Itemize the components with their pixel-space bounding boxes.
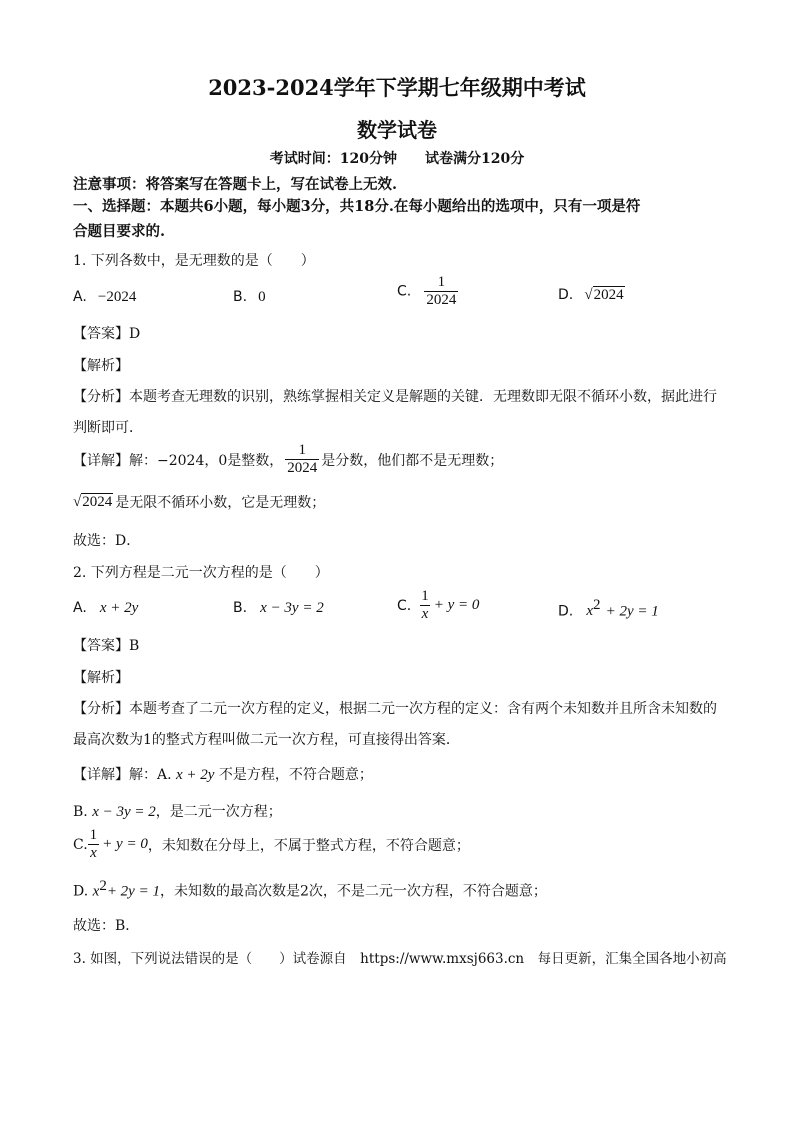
q1-detail-line2: [73, 492, 325, 512]
q1-option-b-value: 0: [258, 289, 266, 305]
q1-option-d-label: D.: [558, 287, 574, 303]
exam-info: 考试时间：120分钟 试卷满分120分: [269, 151, 525, 167]
q1-detail-radicand: 2024: [82, 494, 113, 510]
exam-subtitle: 数学试卷: [357, 118, 437, 142]
q2-detail-c-math: + y = 0: [102, 836, 148, 852]
q1-option-a-value: −2024: [97, 289, 137, 305]
exam-title: 2023-2024学年下学期七年级期中考试: [208, 75, 586, 100]
q2-option-c-numerator: 1: [421, 588, 429, 604]
q2-option-a-value: x + 2y: [99, 600, 139, 616]
section-heading-line2: 合题目要求的.: [73, 223, 166, 240]
q2-detail-d-base: x: [92, 883, 100, 900]
q2-analysis-head: 【解析】: [73, 670, 129, 686]
q2-detail-a: [73, 764, 373, 784]
q2-option-d: [558, 597, 659, 620]
q1-option-c-label: C.: [397, 283, 412, 300]
q1-option-a-label: A.: [73, 289, 87, 305]
q2-answer: 【答案】B: [73, 638, 140, 654]
q2-detail-a-math: x + 2y: [176, 767, 215, 783]
q2-detail-a-post: 不是方程，不符合题意；: [214, 767, 373, 783]
q1-option-c-numerator: 1: [437, 274, 446, 290]
q2-detail-c-denominator: x: [90, 845, 97, 861]
q1-detail-text-a: 【详解】解：−2024，0是整数，: [73, 452, 284, 469]
q1-stem: 1. 下列各数中，是无理数的是（ ）: [73, 253, 315, 269]
q2-detail-b-pre: B.: [73, 804, 93, 820]
sqrt-sign-icon: √: [73, 494, 82, 510]
q2-option-d-rest: + 2y = 1: [605, 603, 659, 620]
q1-option-d-sqrt: [584, 286, 624, 304]
q2-detail-c: [73, 827, 470, 862]
q1-choose: 故选：D．: [73, 533, 141, 549]
q2-option-b: [233, 597, 324, 617]
q2-detail-b-post: ，是二元一次方程；: [155, 804, 282, 820]
q2-detail-d: [73, 878, 547, 901]
q1-detail-line1: [73, 442, 503, 477]
q1-answer: 【答案】D: [73, 326, 141, 342]
q2-option-d-label: D.: [558, 603, 574, 620]
q2-detail-a-pre: 【详解】解：A.: [73, 767, 177, 783]
q1-detail-numerator: 1: [298, 442, 307, 458]
q2-option-c-rest: + y = 0: [433, 597, 480, 613]
q1-detail-sqrt: [73, 493, 113, 511]
q2-option-c: [397, 588, 479, 623]
q1-option-b-label: B.: [233, 289, 248, 305]
q2-option-a-label: A.: [73, 600, 87, 616]
q1-option-a: [73, 286, 136, 306]
section-heading-line1: 一、选择题：本题共6小题，每小题3分，共18分.在每小题给出的选项中，只有一项是符: [73, 198, 641, 215]
q2-option-b-label: B.: [233, 600, 248, 616]
q2-analysis-line2: 最高次数为1的整式方程叫做二元一次方程，可直接得出答案．: [73, 732, 460, 748]
q2-detail-b: [73, 801, 282, 821]
q2-analysis-line1: 【分析】本题考查了二元一次方程的定义，根据二元一次方程的定义：含有两个未知数并且所含未知数的: [73, 701, 717, 717]
q1-detail-denominator: 2024: [287, 460, 318, 476]
q1-detail-fraction: [285, 442, 319, 477]
q1-option-c-denominator: 2024: [426, 292, 457, 308]
q1-analysis-line2: 判断即可．: [73, 420, 143, 436]
q1-option-b: [233, 286, 266, 306]
q2-option-d-exponent: 2: [593, 597, 601, 613]
q2-choose: 故选：B．: [73, 918, 140, 934]
q2-option-d-base: x: [586, 603, 593, 620]
q2-option-c-denominator: x: [421, 606, 429, 622]
q2-option-b-value: x − 3y = 2: [260, 600, 324, 616]
q2-stem: 2. 下列方程是二元一次方程的是（ ）: [73, 565, 329, 581]
q2-detail-b-math: x − 3y = 2: [92, 804, 156, 820]
q1-option-d: [558, 284, 625, 304]
q2-detail-c-fraction: [88, 827, 100, 862]
q2-detail-d-exponent: 2: [99, 878, 107, 894]
q1-analysis-head: 【解析】: [73, 358, 129, 374]
q1-option-d-radicand: 2024: [593, 287, 624, 303]
q2-detail-c-post: ，未知数在分母上，不属于整式方程，不符合题意；: [147, 837, 470, 854]
q2-detail-d-math: + 2y = 1: [106, 883, 160, 900]
q3-stem: 3. 如图，下列说法错误的是（ ）试卷源自 https://www.mxsj663.cn 每日更新，汇集全国各地小初高: [73, 951, 727, 967]
q2-option-a: [73, 597, 138, 617]
q1-option-c: [397, 274, 458, 309]
q2-option-c-fraction: [419, 588, 431, 623]
q1-detail-text-c: 是无限不循环小数，它是无理数；: [115, 495, 326, 511]
q1-detail-text-b: 是分数，他们都不是无理数；: [321, 452, 504, 469]
q2-detail-c-numerator: 1: [89, 827, 98, 843]
q2-detail-d-pre: D.: [73, 883, 93, 900]
q1-analysis-line1: 【分析】本题考查无理数的识别，熟练掌握相关定义是解题的关键．无理数即无限不循环小数，据此进行: [73, 389, 717, 405]
q1-option-c-fraction: [424, 274, 458, 309]
q2-detail-c-pre: C.: [73, 836, 88, 853]
notice: 注意事项：将答案写在答题卡上，写在试卷上无效.: [73, 176, 398, 193]
q2-detail-d-post: ，未知数的最高次数是2次，不是二元一次方程，不符合题意；: [159, 883, 547, 900]
q2-option-c-label: C.: [397, 597, 412, 614]
sqrt-sign-icon: √: [584, 287, 593, 303]
